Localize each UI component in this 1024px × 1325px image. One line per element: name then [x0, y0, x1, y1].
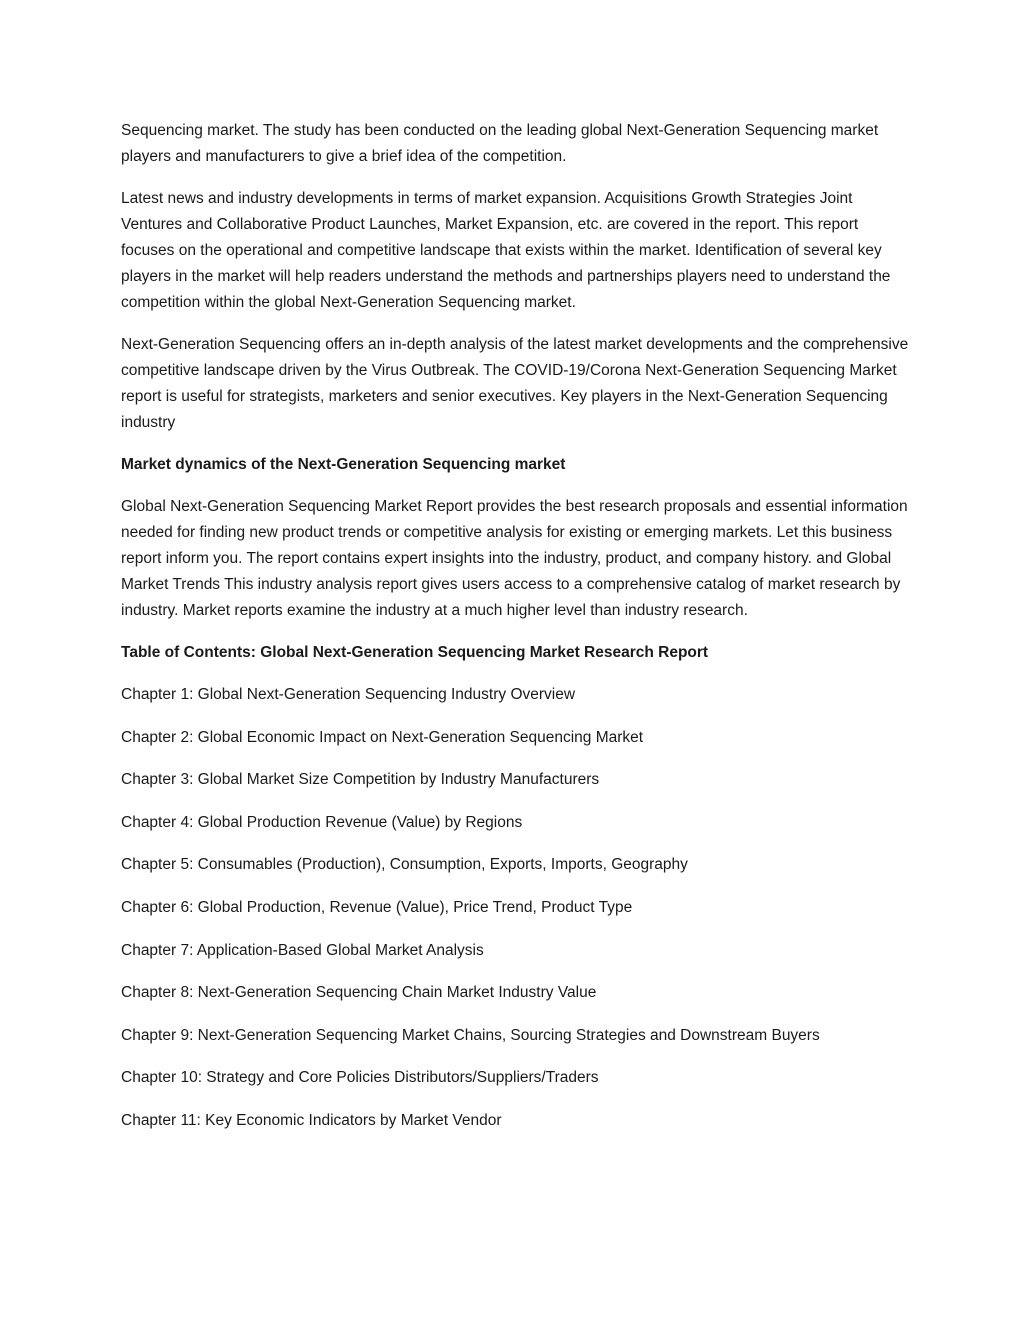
news-paragraph: Latest news and industry developments in terms of market expansion. Acquisitions Growth Strategies Joint Ventures and Collaborative Product Launches, Market Expansion, etc. are covered in the report. This report focuses on the operational and competitive landscape that exists within the market. Identification of several key players in the market will help readers understand the methods and partnerships players need to understand the competition within the global Next-Generation Sequencing market.: [121, 190, 891, 311]
toc-item: Chapter 10: Strategy and Core Policies Distributors/Suppliers/Traders: [121, 1069, 599, 1087]
intro-paragraph: Sequencing market. The study has been conducted on the leading global Next-Generation Sequencing market players and manufacturers to give a brief idea of the competition.: [121, 122, 879, 165]
toc-item: Chapter 2: Global Economic Impact on Next-Generation Sequencing Market: [121, 728, 644, 746]
dynamics-heading: Market dynamics of the Next-Generation Sequencing market: [121, 456, 566, 473]
toc-item: Chapter 3: Global Market Size Competition by Industry Manufacturers: [121, 771, 600, 789]
toc-item: Chapter 9: Next-Generation Sequencing Market Chains, Sourcing Strategies and Downstream Buyers: [121, 1026, 820, 1044]
toc-list: [121, 682, 911, 1134]
toc-item: Chapter 8: Next-Generation Sequencing Chain Market Industry Value: [121, 984, 597, 1002]
toc-item: Chapter 1: Global Next-Generation Sequencing Industry Overview: [121, 686, 576, 703]
toc-item: Chapter 11: Key Economic Indicators by Market Vendor: [121, 1111, 502, 1129]
toc-item: Chapter 7: Application-Based Global Market Analysis: [121, 941, 484, 959]
toc-item: Chapter 5: Consumables (Production), Consumption, Exports, Imports, Geography: [121, 856, 688, 874]
overview-paragraph: Next-Generation Sequencing offers an in-depth analysis of the latest market developments and the comprehensive competitive landscape driven by the Virus Outbreak. The COVID-19/Corona Next-Generation Sequencing Market report is useful for strategists, marketers and senior executives. Key players in the Next-Generation Sequencing industry: [121, 336, 909, 431]
dynamics-paragraph: Global Next-Generation Sequencing Market Report provides the best research proposals and essential information needed for finding new product trends or competitive analysis for existing or emerging markets. Let this business report inform you. The report contains expert insights into the industry, product, and company history. and Global Market Trends This industry analysis report gives users access to a comprehensive catalog of market research by industry. Market reports examine the industry at a much higher level than industry research.: [121, 498, 908, 619]
toc-item: Chapter 6: Global Production, Revenue (Value), Price Trend, Product Type: [121, 898, 633, 916]
document-page: [121, 118, 911, 1151]
toc-heading: Table of Contents: Global Next-Generation Sequencing Market Research Report: [121, 644, 709, 661]
toc-item: Chapter 4: Global Production Revenue (Value) by Regions: [121, 813, 523, 831]
